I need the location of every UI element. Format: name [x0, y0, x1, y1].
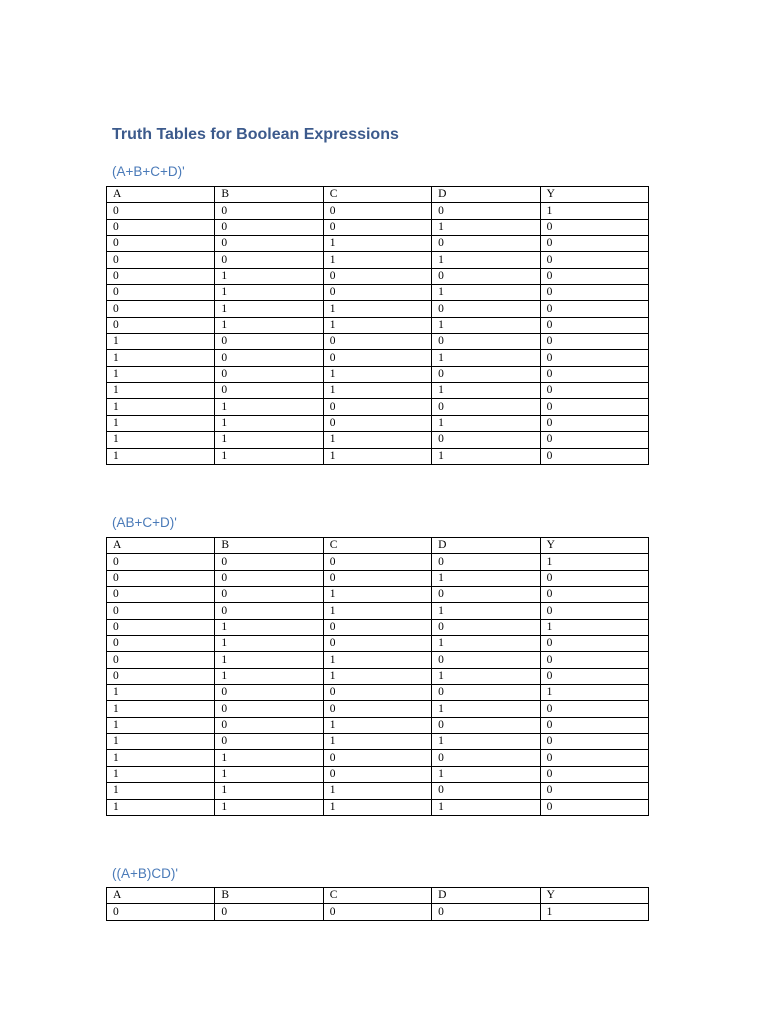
table-cell: 1: [215, 448, 323, 464]
table-row: [107, 317, 649, 333]
table-cell: 0: [540, 317, 648, 333]
table-cell: 0: [323, 334, 431, 350]
table-cell: 0: [432, 301, 540, 317]
table-cell: 1: [323, 652, 431, 668]
table-cell: 1: [323, 587, 431, 603]
table-cell: 1: [215, 415, 323, 431]
table-row: [107, 203, 649, 219]
table-row: [107, 448, 649, 464]
table-cell: 1: [323, 317, 431, 333]
table-row: [107, 636, 649, 652]
table-cell: 1: [323, 383, 431, 399]
table-cell: 0: [215, 236, 323, 252]
table-row: [107, 750, 649, 766]
table-cell: 1: [323, 432, 431, 448]
table-cell: 1: [432, 668, 540, 684]
table-cell: 0: [432, 619, 540, 635]
column-header: D: [432, 538, 540, 554]
table-cell: 0: [107, 268, 215, 284]
table-cell: 0: [215, 904, 323, 920]
table-cell: 0: [323, 219, 431, 235]
table-cell: 1: [432, 317, 540, 333]
table-cell: 0: [432, 236, 540, 252]
table-cell: 0: [540, 383, 648, 399]
column-header: B: [215, 187, 323, 203]
table-cell: 1: [323, 783, 431, 799]
table-cell: 0: [215, 554, 323, 570]
table-row: [107, 236, 649, 252]
table-cell: 0: [540, 750, 648, 766]
table-row: [107, 301, 649, 317]
table-cell: 0: [107, 603, 215, 619]
table-2-heading: (AB+C+D)': [112, 515, 177, 530]
table-cell: 0: [540, 448, 648, 464]
table-cell: 1: [432, 701, 540, 717]
table-cell: 0: [540, 636, 648, 652]
table-row: [107, 766, 649, 782]
table-header-row: [107, 187, 649, 203]
table-cell: 0: [540, 701, 648, 717]
table-cell: 0: [323, 685, 431, 701]
table-cell: 0: [432, 554, 540, 570]
table-cell: 1: [215, 783, 323, 799]
table-cell: 1: [215, 317, 323, 333]
table-cell: 1: [215, 268, 323, 284]
table-cell: 0: [432, 717, 540, 733]
table-cell: 1: [432, 603, 540, 619]
table-cell: 0: [432, 366, 540, 382]
table-cell: 0: [215, 587, 323, 603]
table-cell: 0: [107, 904, 215, 920]
table-cell: 1: [323, 603, 431, 619]
table-cell: 0: [540, 799, 648, 815]
table-cell: 1: [215, 399, 323, 415]
table-cell: 1: [107, 717, 215, 733]
table-cell: 1: [540, 685, 648, 701]
table-row: [107, 701, 649, 717]
table-cell: 0: [215, 734, 323, 750]
table-cell: 0: [540, 570, 648, 586]
table-cell: 0: [323, 350, 431, 366]
table-cell: 1: [323, 717, 431, 733]
table-cell: 0: [540, 668, 648, 684]
table-cell: 1: [107, 783, 215, 799]
table-cell: 0: [540, 652, 648, 668]
table-cell: 0: [215, 717, 323, 733]
table-row: [107, 432, 649, 448]
table-3-heading: ((A+B)CD)': [112, 866, 178, 881]
table-cell: 0: [215, 203, 323, 219]
table-cell: 1: [432, 766, 540, 782]
table-row: [107, 399, 649, 415]
table-cell: 1: [107, 448, 215, 464]
table-cell: 0: [215, 366, 323, 382]
column-header: Y: [540, 538, 648, 554]
table-cell: 0: [540, 301, 648, 317]
table-row: [107, 783, 649, 799]
table-cell: 0: [107, 554, 215, 570]
table-cell: 0: [540, 399, 648, 415]
table-cell: 0: [432, 587, 540, 603]
table-cell: 0: [540, 766, 648, 782]
table-cell: 0: [540, 350, 648, 366]
table-cell: 0: [107, 252, 215, 268]
table-cell: 0: [323, 399, 431, 415]
table-row: [107, 383, 649, 399]
table-cell: 0: [107, 570, 215, 586]
table-cell: 0: [107, 236, 215, 252]
table-row: [107, 799, 649, 815]
table-row: [107, 350, 649, 366]
table-row: [107, 904, 649, 920]
table-cell: 0: [540, 236, 648, 252]
table-row: [107, 717, 649, 733]
table-cell: 0: [107, 301, 215, 317]
column-header: Y: [540, 888, 648, 904]
table-cell: 0: [540, 587, 648, 603]
table-cell: 0: [215, 701, 323, 717]
table-cell: 0: [215, 252, 323, 268]
table-cell: 0: [215, 603, 323, 619]
table-cell: 1: [432, 252, 540, 268]
table-cell: 0: [540, 268, 648, 284]
table-cell: 0: [540, 734, 648, 750]
table-cell: 1: [323, 236, 431, 252]
column-header: B: [215, 538, 323, 554]
table-cell: 0: [432, 432, 540, 448]
table-cell: 0: [107, 203, 215, 219]
column-header: A: [107, 888, 215, 904]
table-cell: 1: [540, 619, 648, 635]
table-cell: 1: [107, 350, 215, 366]
column-header: D: [432, 187, 540, 203]
table-cell: 0: [323, 750, 431, 766]
table-cell: 1: [432, 734, 540, 750]
table-cell: 0: [107, 668, 215, 684]
table-cell: 0: [323, 766, 431, 782]
table-cell: 1: [107, 750, 215, 766]
table-cell: 1: [107, 383, 215, 399]
table-row: [107, 554, 649, 570]
table-row: [107, 668, 649, 684]
column-header: C: [323, 187, 431, 203]
table-cell: 1: [323, 301, 431, 317]
column-header: Y: [540, 187, 648, 203]
table-cell: 0: [323, 701, 431, 717]
table-cell: 1: [432, 570, 540, 586]
table-cell: 0: [107, 317, 215, 333]
table-cell: 0: [215, 685, 323, 701]
table-cell: 0: [107, 636, 215, 652]
table-cell: 0: [432, 904, 540, 920]
table-cell: 1: [432, 636, 540, 652]
table-row: [107, 334, 649, 350]
table-cell: 1: [215, 301, 323, 317]
table-row: [107, 570, 649, 586]
table-cell: 1: [432, 799, 540, 815]
table-cell: 0: [323, 268, 431, 284]
table-cell: 0: [107, 652, 215, 668]
table-row: [107, 268, 649, 284]
table-row: [107, 285, 649, 301]
table-cell: 1: [323, 668, 431, 684]
table-cell: 0: [215, 383, 323, 399]
table-cell: 1: [107, 701, 215, 717]
document-title: Truth Tables for Boolean Expressions: [112, 126, 399, 143]
table-cell: 1: [323, 799, 431, 815]
table-cell: 1: [323, 366, 431, 382]
table-cell: 0: [107, 285, 215, 301]
column-header: C: [323, 888, 431, 904]
table-cell: 0: [107, 587, 215, 603]
table-cell: 0: [540, 603, 648, 619]
table-row: [107, 252, 649, 268]
column-header: B: [215, 888, 323, 904]
table-cell: 1: [432, 285, 540, 301]
table-cell: 1: [215, 619, 323, 635]
table-row: [107, 652, 649, 668]
table-cell: 0: [432, 399, 540, 415]
table-cell: 0: [323, 554, 431, 570]
table-cell: 0: [323, 570, 431, 586]
table-cell: 0: [107, 619, 215, 635]
table-cell: 1: [540, 554, 648, 570]
table-cell: 0: [540, 717, 648, 733]
table-cell: 1: [432, 383, 540, 399]
table-cell: 0: [215, 219, 323, 235]
table-cell: 0: [323, 619, 431, 635]
table-cell: 1: [107, 334, 215, 350]
table-cell: 1: [540, 203, 648, 219]
table-cell: 1: [323, 734, 431, 750]
table-1-heading: (A+B+C+D)': [112, 164, 185, 179]
table-cell: 1: [107, 415, 215, 431]
table-cell: 0: [540, 285, 648, 301]
table-cell: 1: [107, 766, 215, 782]
table-cell: 1: [215, 636, 323, 652]
column-header: C: [323, 538, 431, 554]
table-cell: 0: [432, 652, 540, 668]
truth-table-3: [106, 887, 649, 921]
table-row: [107, 685, 649, 701]
table-cell: 0: [215, 570, 323, 586]
table-cell: 1: [323, 252, 431, 268]
table-row: [107, 734, 649, 750]
table-cell: 0: [323, 415, 431, 431]
table-cell: 0: [540, 366, 648, 382]
table-row: [107, 603, 649, 619]
table-cell: 1: [432, 219, 540, 235]
table-cell: 1: [107, 432, 215, 448]
table-cell: 1: [107, 366, 215, 382]
table-cell: 0: [432, 334, 540, 350]
table-cell: 1: [215, 652, 323, 668]
table-cell: 0: [540, 783, 648, 799]
table-cell: 0: [432, 750, 540, 766]
table-row: [107, 587, 649, 603]
table-cell: 1: [215, 766, 323, 782]
truth-table-2: [106, 537, 649, 816]
table-cell: 1: [107, 399, 215, 415]
table-cell: 0: [432, 783, 540, 799]
table-cell: 0: [323, 203, 431, 219]
table-cell: 0: [323, 904, 431, 920]
table-cell: 1: [323, 448, 431, 464]
table-cell: 1: [215, 668, 323, 684]
table-cell: 0: [215, 334, 323, 350]
table-cell: 1: [432, 415, 540, 431]
table-row: [107, 366, 649, 382]
table-header-row: [107, 888, 649, 904]
table-cell: 0: [107, 219, 215, 235]
table-row: [107, 219, 649, 235]
table-cell: 0: [432, 685, 540, 701]
table-cell: 1: [215, 799, 323, 815]
table-cell: 1: [540, 904, 648, 920]
table-cell: 0: [540, 252, 648, 268]
truth-table-1: [106, 186, 649, 465]
table-cell: 0: [432, 268, 540, 284]
column-header: D: [432, 888, 540, 904]
table-cell: 0: [540, 415, 648, 431]
column-header: A: [107, 538, 215, 554]
table-cell: 1: [107, 685, 215, 701]
column-header: A: [107, 187, 215, 203]
table-row: [107, 619, 649, 635]
table-cell: 0: [540, 432, 648, 448]
table-cell: 1: [215, 432, 323, 448]
table-cell: 1: [107, 799, 215, 815]
table-cell: 0: [432, 203, 540, 219]
table-cell: 1: [107, 734, 215, 750]
table-cell: 0: [540, 219, 648, 235]
table-cell: 1: [432, 350, 540, 366]
table-cell: 0: [540, 334, 648, 350]
table-cell: 0: [323, 285, 431, 301]
table-row: [107, 415, 649, 431]
table-cell: 1: [432, 448, 540, 464]
table-cell: 1: [215, 750, 323, 766]
table-cell: 0: [215, 350, 323, 366]
table-header-row: [107, 538, 649, 554]
table-cell: 0: [323, 636, 431, 652]
table-cell: 1: [215, 285, 323, 301]
